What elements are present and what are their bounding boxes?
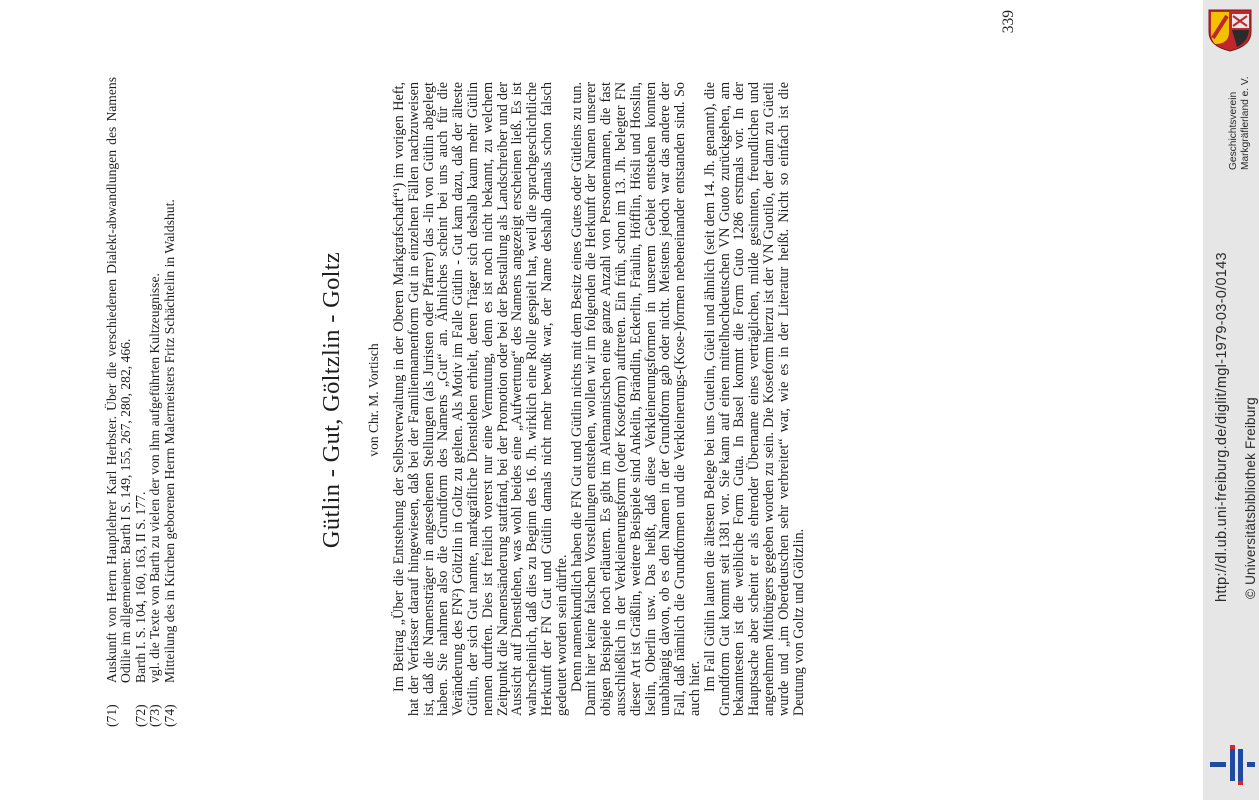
ub-freiburg-logo-icon [1210, 745, 1255, 785]
article-title: Gütlin - Gut, Göltzlin - Goltz [318, 251, 345, 549]
permalink-url[interactable]: http://dl.ub.uni-freiburg.de/diglit/mgl-1979-03-0/0143 [1214, 252, 1230, 602]
society-name: Geschichtsverein [1228, 91, 1239, 170]
footnote [134, 77, 148, 727]
footnote-number: (74) [161, 704, 177, 727]
footnote-text: vgl. die Texte von Barth zu vielen der von ihm aufgeführten Kultzeugnisse. [147, 273, 163, 683]
body-paragraph: Im Beitrag „Über die Entstehung der Selbstverwaltung in der Oberen Markgrafschaft“¹) im vorigen Heft, hat der Verfasser darauf hingewiesen, daß bei der Familiennamenform Gut in einzelnen Fällen nachzuweisen ist, daß die Namensträger in angesehenen Stellungen (als Juristen oder Pfarrer) das -lin von Gütlin abgelegt haben. Sie nahmen also die Grundform des Namens „Gut“ an. Ähnliches scheint bei uns auch für die Veränderung des FN²) Göltzlin in Goltz zu gelten. Als Motiv im Falle Gütlin - Gut kam dazu, daß der älteste Gütlin, der sich Gut nannte, markgräfliche Dienstlehen erhielt, deren Träger sich deshalb kaum mehr Gütlin nennen durften. Dies ist freilich vorerst nur eine Vermutung, denn es ist noch nicht bekannt, zu welchem Zeitpunkt die Namensänderung stattfand, bei der Promotion oder bei der Bestallung als Landschreiber und der Aussicht auf Dienstlehen, was wohl beides eine „Aufwertung“ des Namens angezeigt erscheinen ließ. Es ist wahrscheinlich, daß dies zu Beginn des 16. Jh. wirklich eine Rolle gespielt hat, weil die sprachgeschichtliche Herkunft der FN Gut und Gütlin damals nicht mehr bewußt war, der Name deshalb damals schon falsch gedeutet worden sein dürfte. [391, 82, 570, 716]
copyright-notice: © Universitätsbibliothek Freiburg [1243, 397, 1258, 599]
footnote-text: Auskunft von Herrn Hauptlehrer Karl Herbster. Über die verschiedenen Dialekt-abwandlungen des Namens Odilie im allgemeinen: Barth I S. 149, 155, 267, 280, 282, 466. [104, 77, 134, 683]
footnotes [105, 77, 177, 727]
footnote [148, 77, 162, 727]
footnote [163, 77, 177, 727]
footnote-number: (71) [104, 704, 119, 727]
coat-of-arms-icon [1207, 8, 1253, 52]
footnote-number: (73) [147, 704, 163, 727]
footnote [105, 77, 134, 727]
article-body [392, 82, 806, 716]
article-byline: von Chr. M. Vortisch [366, 343, 381, 457]
page-number: 339 [1000, 10, 1017, 34]
footnote-text: Mitteilung des in Kirchen geborenen Herrn Malermeisters Fritz Schächtelin in Waldshut. [161, 199, 177, 683]
footnote-number: (72) [132, 704, 148, 727]
body-paragraph: Im Fall Gütlin lauten die ältesten Belege bei uns Gutelin, Güeli und ähnlich (seit dem 14. Jh. genannt), die Grundform Gut kommt seit 1381 vor. Sie kann auf einen mittelhochdeutschen VN Guoto zurückgehen, am bekanntesten ist die weibliche Form Guta. In Basel kommt die Form Guto 1286 erstmals vor. In der Hauptsache aber scheint er als ehrender Übername eines verträglichen, milde gesinnten, freundlichen und angenehmen Mitbürgers gegeben worden zu sein. Die Koseform hierzu ist der VN Guotilo, der dann zu Güetli wurde und „im Oberdeutschen sehr verbreitet“ war, wie es in der Literatur heißt. Nicht so einfach ist die Deutung von Goltz und Göltzlin. [701, 82, 807, 716]
body-paragraph: Denn namenkundlich haben die FN Gut und Gütlin nichts mit dem Besitz eines Gutes oder Gütleins zu tun. Damit hier keine falschen Vorstellungen entstehen, wollen wir im folgenden die Herkunft der Namen unserer obigen Beispiele noch erläutern. Es gibt im Alemannischen eine ganze Anzahl von Personennamen, die fast ausschließlich in der Verkleinerungsform (oder Koseform) auftreten. Ein früh, schon im 13. Jh. belegter FN dieser Art ist Gräßlin, weitere Beispiele sind Ankelin, Brändlin, Eckerlin, Fräulin, Höfflin, Hösli und Hosslin, Iselin, Oberlin usw. Das heißt, daß diese Verkleinerungsformen in unserem Gebiet entstehen konnten unabhängig davon, ob es den Namen in der Grundform gab oder nicht. Meistens jedoch war das andere der Fall, daß nämlich die Grundformen und die Verkleinerungs-(Kose-)formen nebeneinander entstanden sind. So auch hier. [568, 82, 703, 716]
footnote-text: Barth I. S. 104, 160, 163, II S. 177. [132, 491, 148, 683]
society-name-sub: Markgräflerland e. V. [1240, 76, 1251, 170]
